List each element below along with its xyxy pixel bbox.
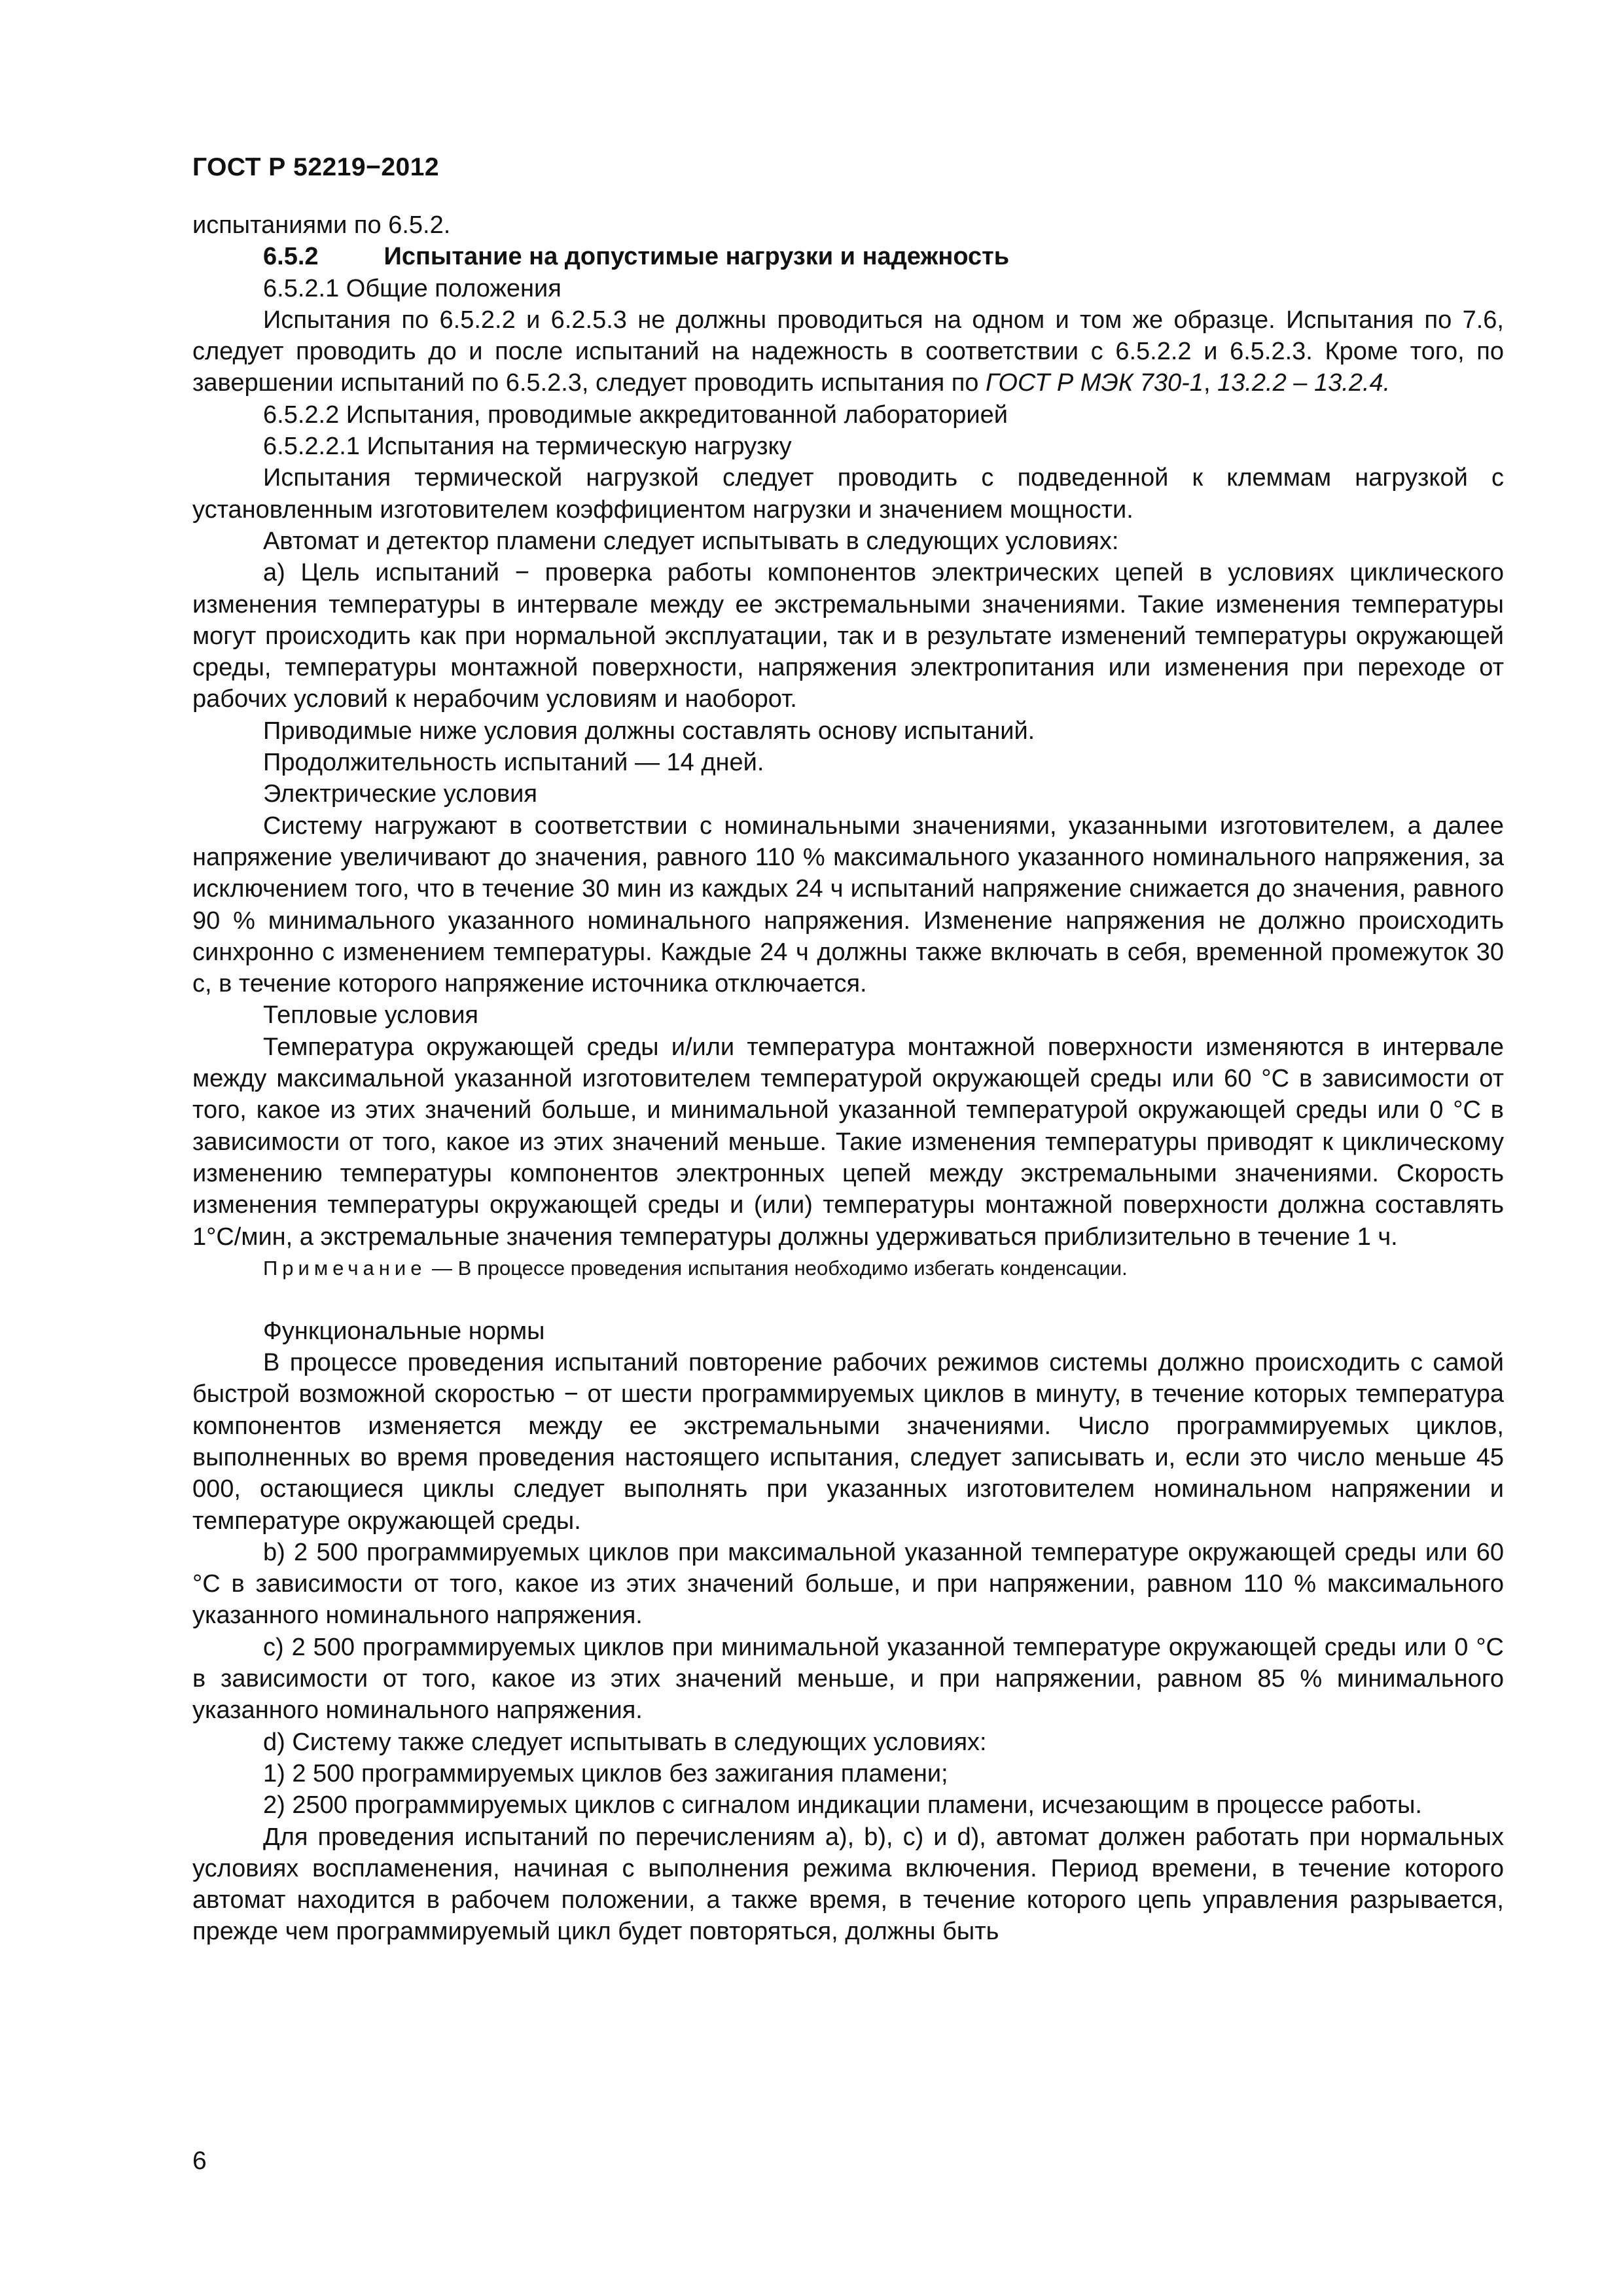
list-item-c: c) 2 500 программируемых циклов при минимальной указанной температуре окружающей среды или 0 °С в зависимости от того, какое из этих значений меньше, и при напряжении, равном 85 % минимального указанного номинального напряжения. — [192, 1633, 1504, 1725]
list-item-b: b) 2 500 программируемых циклов при максимальной указанной температуре окружающей среды или 60 °С в зависимости от того, какое из этих значений больше, и при напряжении, равном 110 % максимального указанного номинального напряжения. — [192, 1538, 1504, 1630]
page-number: 6 — [192, 2147, 207, 2175]
document-body — [192, 209, 1504, 1948]
paragraph-functional-norms: В процессе проведения испытаний повторение рабочих режимов системы должно происходить с самой быстрой возможной скоростью − от шести программируемых циклов в минуту, в течение которых температура компонентов изменяется между ее экстремальными значениями. Число программируемых циклов, выполненных во время проведения настоящего испытания, следует записывать и, если это число меньше 45 000, остающиеся циклы следует выполнять при указанных изготовителем номинальном напряжении и температуре окружающей среды. — [192, 1349, 1504, 1535]
paragraph-final: Для проведения испытаний по перечислениям a), b), c) и d), автомат должен работать при нормальных условиях воспламенения, начиная с выполнения режима включения. Период времени, в течение которого автомат находится в рабочем положении, а также время, в течение которого цепь управления разрывается, прежде чем программируемый цикл будет повторяться, должны быть — [192, 1823, 1504, 1946]
paragraph-thermal-load: Испытания термической нагрузкой следует проводить с подведенной к клеммам нагрузкой с установленным изготовителем коэффициентом нагрузки и значением мощности. — [192, 464, 1504, 524]
paragraph-automat-conditions: Автомат и детектор пламени следует испытывать в следующих условиях: — [263, 527, 1119, 555]
section-title: Испытание на допустимые нагрузки и надежность — [383, 243, 1010, 271]
paragraph-electrical-conditions: Систему нагружают в соответствии с номинальными значениями, указанными изготовителем, а далее напряжение увеличивают до значения, равного 110 % максимального указанного номинального напряжения, за исключением того, что в течение 30 мин из каждых 24 ч испытаний напряжение снижается до значения, равного 90 % минимального указанного номинального напряжения. Изменение напряжения не должно происходить синхронно с изменением температуры. Каждые 24 ч должны также включать в себя, временной промежуток 30 с, в течение которого напряжение источника отключается. — [192, 812, 1504, 998]
subheading-electrical-conditions: Электрические условия — [263, 780, 537, 808]
paragraph-continuation: испытаниями по 6.5.2. — [192, 211, 451, 239]
note-text: — В процессе проведения испытания необходимо избегать конденсации. — [426, 1256, 1128, 1280]
list-item-a: а) Цель испытаний − проверка работы компонентов электрических цепей в условиях циклического изменения температуры в интервале между ее экстремальными значениями. Такие изменения температуры могут происходить как при нормальной эксплуатации, так и в результате изменений температуры окружающей среды, температуры монтажной поверхности, напряжения электропитания или изменения при переходе от рабочих условий к нерабочим условиям и наоборот. — [192, 559, 1504, 713]
subheading-thermal-conditions: Тепловые условия — [263, 1001, 479, 1030]
list-item-d-2: 2) 2500 программируемых циклов с сигналом индикации пламени, исчезающим в процессе работы. — [263, 1791, 1422, 1820]
note — [192, 1253, 1504, 1284]
document-header: ГОСТ Р 52219−2012 — [192, 153, 440, 181]
note-label: Примечание — [263, 1256, 427, 1280]
paragraph-tests-order: Испытания по 6.5.2.2 и 6.2.5.3 не должны проводиться на одном и том же образце. Испытания по 7.6, следует проводить до и после испытаний на надежность в соответствии с 6.5.2.2 и 6.5.2.3. Кроме того, по завершении испытаний по 6.5.2.3, следует проводить испытания по ГОСТ Р МЭК 730-1, 13.2.2 – 13.2.4. — [192, 306, 1504, 397]
clause-reference: 13.2.2 – 13.2.4. — [1217, 369, 1391, 397]
section-number: 6.5.2 — [263, 243, 319, 271]
list-item-d: d) Систему также следует испытывать в следующих условиях: — [263, 1728, 987, 1756]
list-item-d-1: 1) 2 500 программируемых циклов без зажигания пламени; — [263, 1759, 948, 1787]
subsection-6-5-2-2-1: 6.5.2.2.1 Испытания на термическую нагрузку — [263, 433, 792, 461]
paragraph-thermal-conditions: Температура окружающей среды и/или температура монтажной поверхности изменяются в интервале между максимальной указанной изготовителем температурой окружающей среды или 60 °С в зависимости от того, какое из этих значений больше, и минимальной указанной температурой окружающей среды или 0 °С в зависимости от того, какое из этих значений меньше. Такие изменения температуры приводят к циклическому изменению температуры компонентов электронных цепей между экстремальными значениями. Скорость изменения температуры окружающей среды и (или) температуры монтажной поверхности должна составлять 1°С/мин, а экстремальные значения температуры должны удерживаться приблизительно в течение 1 ч. — [192, 1033, 1504, 1251]
section-heading-6-5-2 — [192, 241, 1504, 272]
subsection-6-5-2-1: 6.5.2.1 Общие положения — [263, 274, 562, 302]
paragraph-basis: Приводимые ниже условия должны составлять основу испытаний. — [263, 717, 1035, 745]
standard-reference: ГОСТ Р МЭК 730-1 — [985, 369, 1204, 397]
subheading-functional-norms: Функциональные нормы — [263, 1317, 545, 1345]
paragraph-duration: Продолжительность испытаний — 14 дней. — [263, 749, 764, 777]
subsection-6-5-2-2: 6.5.2.2 Испытания, проводимые аккредитованной лабораторией — [263, 401, 1008, 429]
